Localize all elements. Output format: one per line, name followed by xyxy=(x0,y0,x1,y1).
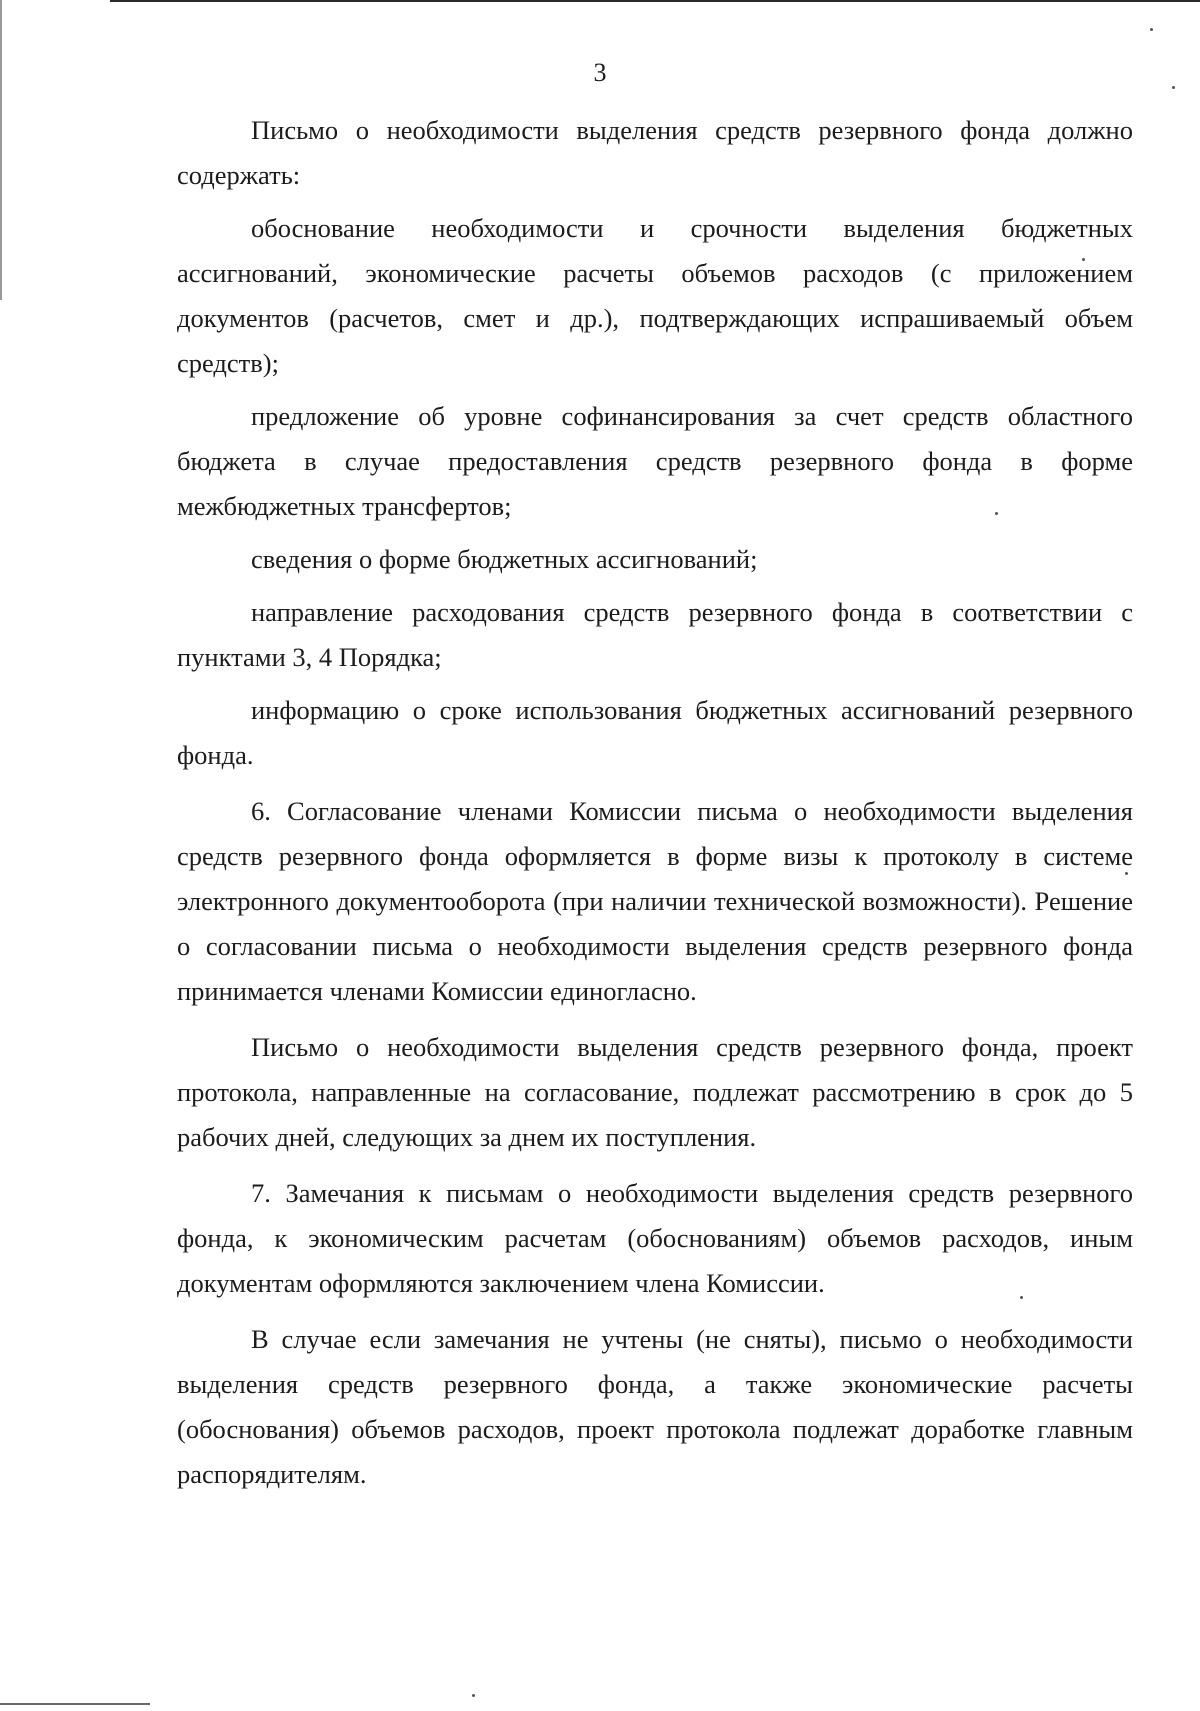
paragraph-letter-contents-intro: Письмо о необходимости выделения средств резервного фонда должно содержать: xyxy=(177,115,1133,190)
scan-speck xyxy=(472,1694,475,1697)
scan-speck xyxy=(1150,28,1153,31)
paragraph-item-6: 6. Согласование членами Комиссии письма о необходимости выделения средств резервного фонда оформляется в форме визы к протоколу в системе электронного документооборота (при наличии технической возможности). Решение о согласовании письма о необходимости выделения средств резервного фонда принимается членами Комиссии единогласно. xyxy=(177,796,1133,1006)
paragraph-justification: обоснование необходимости и срочности выделения бюджетных ассигнований, экономические расчеты объемов расходов (с приложением документов (расчетов, смет и др.), подтверждающих испрашиваемый объем средств); xyxy=(177,213,1133,378)
paragraph-item-7: 7. Замечания к письмам о необходимости выделения средств резервного фонда, к экономическим расчетам (обоснованиям) объемов расходов, иным документам оформляются заключением члена Комиссии. xyxy=(177,1178,1133,1298)
scan-edge-left xyxy=(0,0,2,300)
paragraph-allocation-form: сведения о форме бюджетных ассигнований; xyxy=(251,544,758,574)
document-body xyxy=(177,108,1133,1497)
scan-edge-bottom xyxy=(0,1703,150,1705)
page-number: 3 xyxy=(593,58,607,87)
paragraph-remarks-not-addressed: В случае если замечания не учтены (не сняты), письмо о необходимости выделения средств резервного фонда, а также экономические расчеты (обоснования) объемов расходов, проект протокола подлежат доработке главным распорядителям. xyxy=(177,1324,1133,1489)
paragraph-usage-term: информацию о сроке использования бюджетных ассигнований резервного фонда. xyxy=(177,695,1133,770)
scan-edge-top xyxy=(110,0,1200,2)
paragraph-spending-direction: направление расходования средств резервного фонда в соответствии с пунктами 3, 4 Порядка; xyxy=(177,597,1133,672)
paragraph-cofinancing: предложение об уровне софинансирования за счет средств областного бюджета в случае предоставления средств резервного фонда в форме межбюджетных трансфертов; xyxy=(177,401,1133,521)
paragraph-review-term: Письмо о необходимости выделения средств резервного фонда, проект протокола, направленные на согласование, подлежат рассмотрению в срок до 5 рабочих дней, следующих за днем их поступления. xyxy=(177,1032,1133,1152)
